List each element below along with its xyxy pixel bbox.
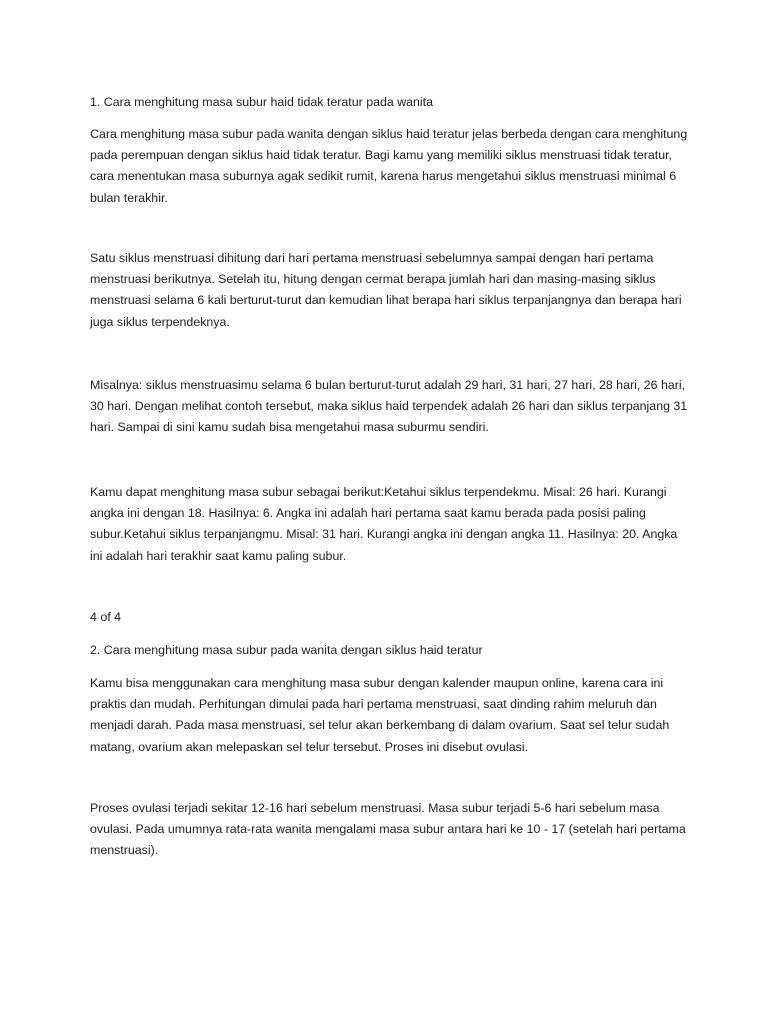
section-heading-regular-cycle: 2. Cara menghitung masa subur pada wanita dengan siklus haid teratur: [90, 643, 483, 657]
paragraph-intro: Cara menghitung masa subur pada wanita dengan siklus haid teratur jelas berbeda dengan cara menghitung pada perempuan dengan siklus haid tidak teratur. Bagi kamu yang memiliki siklus menstruasi tidak teratur, cara menentukan masa suburnya agak sedikit rumit, karena harus mengetahui siklus menstruasi minimal 6 bulan terakhir.: [90, 127, 688, 205]
paragraph-calculation: Kamu dapat menghitung masa subur sebagai berikut:Ketahui siklus terpendekmu. Misal: 26 hari. Kurangi angka ini dengan 18. Hasilnya: 6. Angka ini adalah hari pertama saat kamu berada pada posisi paling subur.Ketahui siklus terpanjangmu. Misal: 31 hari. Kurangi angka ini dengan angka 11. Hasilnya: 20. Angka ini adalah hari terakhir saat kamu paling subur.: [90, 485, 678, 563]
paragraph-example: Misalnya: siklus menstruasimu selama 6 bulan berturut-turut adalah 29 hari, 31 hari, 27 hari, 28 hari, 26 hari, 30 hari. Dengan melihat contoh tersebut, maka siklus haid terpendek adalah 26 hari dan siklus terpanjang 31 hari. Sampai di sini kamu sudah bisa mengetahui masa suburmu sendiri.: [90, 378, 688, 435]
paragraph-calendar-method: Kamu bisa menggunakan cara menghitung masa subur dengan kalender maupun online, karena cara ini praktis dan mudah. Perhitungan dimulai pada hari pertama menstruasi, saat dinding rahim meluruh dan menjadi darah. Pada masa menstruasi, sel telur akan berkembang di dalam ovarium. Saat sel telur sudah matang, ovarium akan melepaskan sel telur tersebut. Proses ini disebut ovulasi.: [90, 676, 670, 754]
page-indicator: 4 of 4: [90, 610, 122, 624]
paragraph-ovulation: Proses ovulasi terjadi sekitar 12-16 hari sebelum menstruasi. Masa subur terjadi 5-6 hari sebelum masa ovulasi. Pada umumnya rata-rata wanita mengalami masa subur antara hari ke 10 - 17 (setelah hari pertama menstruasi).: [90, 801, 686, 858]
paragraph-cycle-definition: Satu siklus menstruasi dihitung dari hari pertama menstruasi sebelumnya sampai dengan hari pertama menstruasi berikutnya. Setelah itu, hitung dengan cermat berapa jumlah hari dan masing-masing siklus menstruasi selama 6 kali berturut-turut dan kemudian lihat berapa hari siklus terpanjangnya dan berapa hari juga siklus terpendeknya.: [90, 251, 682, 329]
section-heading-irregular-cycle: 1. Cara menghitung masa subur haid tidak teratur pada wanita: [90, 95, 434, 109]
